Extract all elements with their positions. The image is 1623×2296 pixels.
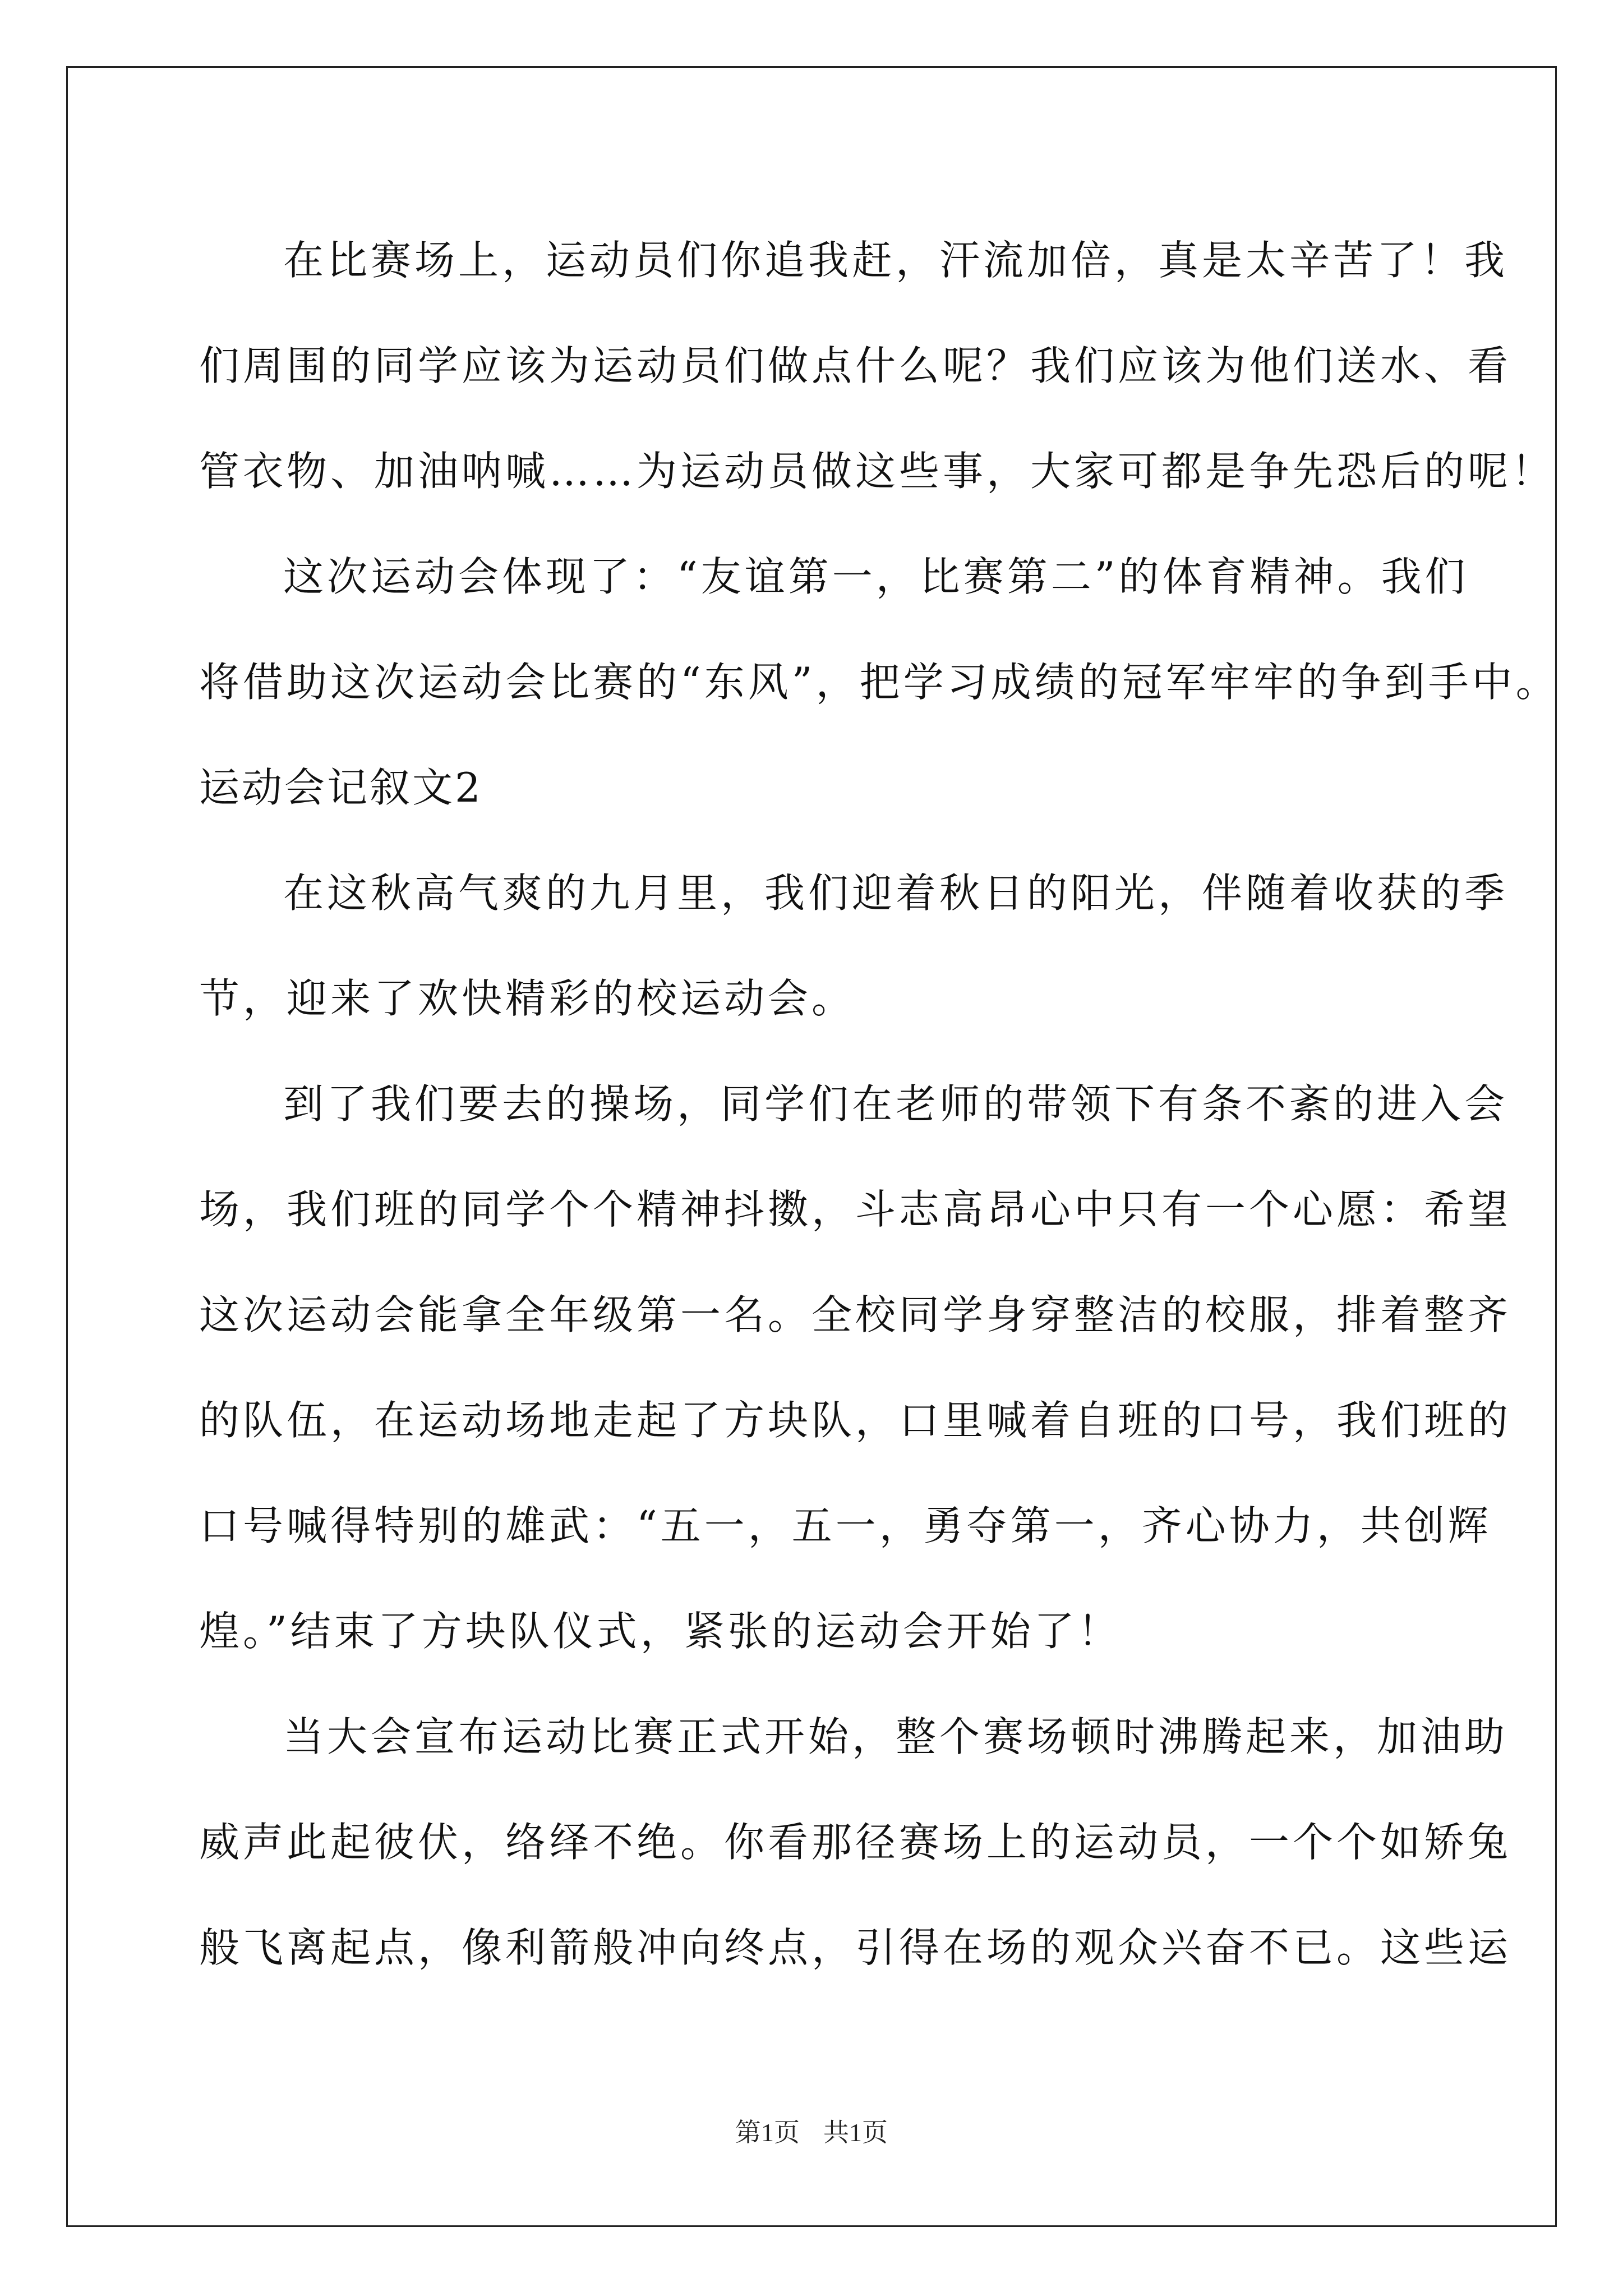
text-line: 的队伍，在运动场地走起了方块队，口里喊着自班的口号，我们班的: [199, 1397, 1512, 1444]
text-line: 将借助这次运动会比赛的“东风”，把学习成绩的冠军牢牢的争到手中。: [199, 659, 1560, 706]
text-line: 到了我们要去的操场，同学们在老师的带领下有条不紊的进入会: [283, 1080, 1509, 1128]
text-line: 口号喊得特别的雄武：“五一，五一，勇夺第一，齐心协力，共创辉: [199, 1502, 1492, 1549]
text-line: 场，我们班的同学个个精神抖擞，斗志高昂心中只有一个心愿：希望: [199, 1186, 1512, 1233]
page-number: 第1页: [735, 2118, 800, 2147]
text-line: 威声此起彼伏，络绎不绝。你看那径赛场上的运动员，一个个如矫兔: [199, 1819, 1512, 1866]
text-line: 在比赛场上，运动员们你追我赶，汗流加倍，真是太辛苦了！我: [283, 237, 1509, 284]
page-total: 共1页: [823, 2118, 888, 2147]
text-line: 这次运动会体现了：“友谊第一，比赛第二”的体育精神。我们: [283, 553, 1469, 600]
page-footer: [0, 2112, 1623, 2149]
text-line: 般飞离起点，像利箭般冲向终点，引得在场的观众兴奋不已。这些运: [199, 1924, 1512, 1971]
document-body: [199, 208, 1560, 2000]
text-line: 煌。”结束了方块队仪式，紧张的运动会开始了！: [199, 1608, 1122, 1655]
text-line: 节，迎来了欢快精彩的校运动会。: [199, 975, 856, 1022]
text-line: 当大会宣布运动比赛正式开始，整个赛场顿时沸腾起来，加油助: [283, 1713, 1509, 1760]
text-line: 管衣物、加油呐喊……为运动员做这些事，大家可都是争先恐后的呢！: [199, 448, 1556, 495]
section-heading: 运动会记叙文2: [199, 764, 483, 811]
text-line: 在这秋高气爽的九月里，我们迎着秋日的阳光，伴随着收获的季: [283, 869, 1509, 917]
text-line: 这次运动会能拿全年级第一名。全校同学身穿整洁的校服，排着整齐: [199, 1291, 1512, 1338]
text-line: 们周围的同学应该为运动员们做点什么呢？我们应该为他们送水、看: [199, 342, 1512, 389]
